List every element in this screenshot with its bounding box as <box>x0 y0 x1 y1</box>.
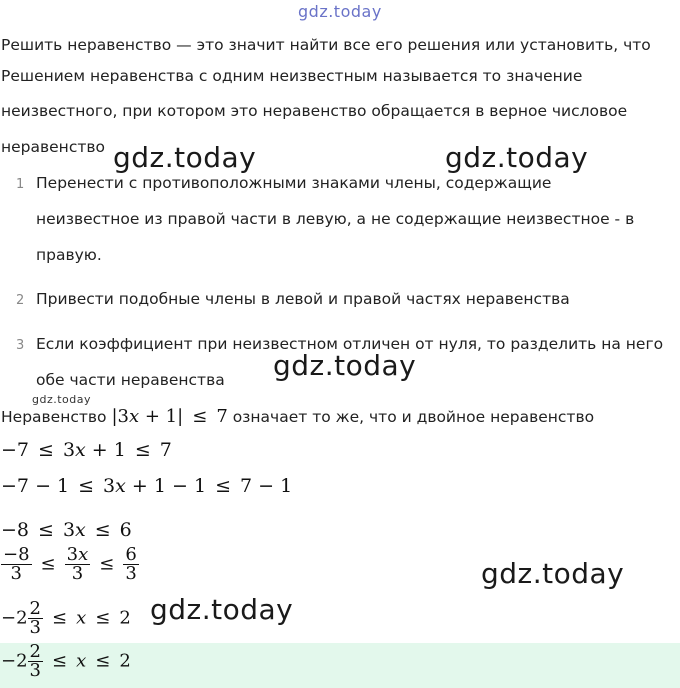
statement-before: Неравенство <box>1 408 107 426</box>
intro-line-1: Решить неравенство — это значит найти все его решения или установить, что <box>1 36 651 54</box>
step-1-line-2: неизвестное из правой части в левую, а не содержащие неизвестное - в <box>36 210 635 228</box>
answer-line: −2 $\frac{2}{3}$ ≤ x ≤ 2 <box>1 641 131 681</box>
watermark-b: gdz.today <box>445 141 589 174</box>
step-2-line-1: Привести подобные члены в левой и правой частях неравенства <box>36 290 570 308</box>
watermark-c: gdz.today <box>273 349 417 382</box>
fraction-3x-over-3: $\frac{3x}{3}$ <box>66 544 89 584</box>
step-3-number: 3 <box>16 338 25 353</box>
intro-line-3: неизвестного, при котором это неравенство обращается в верное числовое <box>1 102 628 120</box>
watermark-small: gdz.today <box>32 393 92 406</box>
watermark-top: gdz.today <box>298 2 382 21</box>
step-2-number: 2 <box>16 293 25 308</box>
intro-line-2: Решением неравенства с одним неизвестным называется то значение <box>1 67 583 85</box>
mixed-fraction-2-3: $\frac{2}{3}$ <box>29 598 41 638</box>
step-1-number: 1 <box>16 177 25 192</box>
math-line-1: −7 ≤ 3x + 1 ≤ 7 <box>1 439 172 461</box>
step-1-line-3: правую. <box>36 246 102 264</box>
statement-after: означает то же, что и двойное неравенство <box>232 408 595 426</box>
math-line-4: $\frac{-8}{3}$ ≤ $\frac{3x}{3}$ ≤ $\frac{6}{3}$ <box>3 544 137 584</box>
step-1-line-1: Перенести с противоположными знаками члены, содержащие <box>36 174 552 192</box>
watermark-d: gdz.today <box>481 557 625 590</box>
intro-line-4: неравенство <box>1 138 105 156</box>
math-line-5: −2 $\frac{2}{3}$ ≤ x ≤ 2 <box>1 598 131 638</box>
math-line-3: −8 ≤ 3x ≤ 6 <box>1 519 132 541</box>
step-3-line-1: Если коэффициент при неизвестном отличен от нуля, то разделить на него <box>36 335 664 353</box>
math-line-2: −7 − 1 ≤ 3x + 1 − 1 ≤ 7 − 1 <box>1 475 293 497</box>
watermark-a: gdz.today <box>113 141 257 174</box>
answer-mixed-fraction-2-3: $\frac{2}{3}$ <box>29 641 41 681</box>
fraction-neg8-over-3: $\frac{-8}{3}$ <box>3 544 30 584</box>
statement-expression: |3x + 1| ≤ 7 <box>111 406 228 427</box>
watermark-e: gdz.today <box>150 593 294 626</box>
step-3-line-2: обе части неравенства <box>36 371 225 389</box>
fraction-6-over-3: $\frac{6}{3}$ <box>125 544 137 584</box>
statement-line <box>1 406 594 427</box>
